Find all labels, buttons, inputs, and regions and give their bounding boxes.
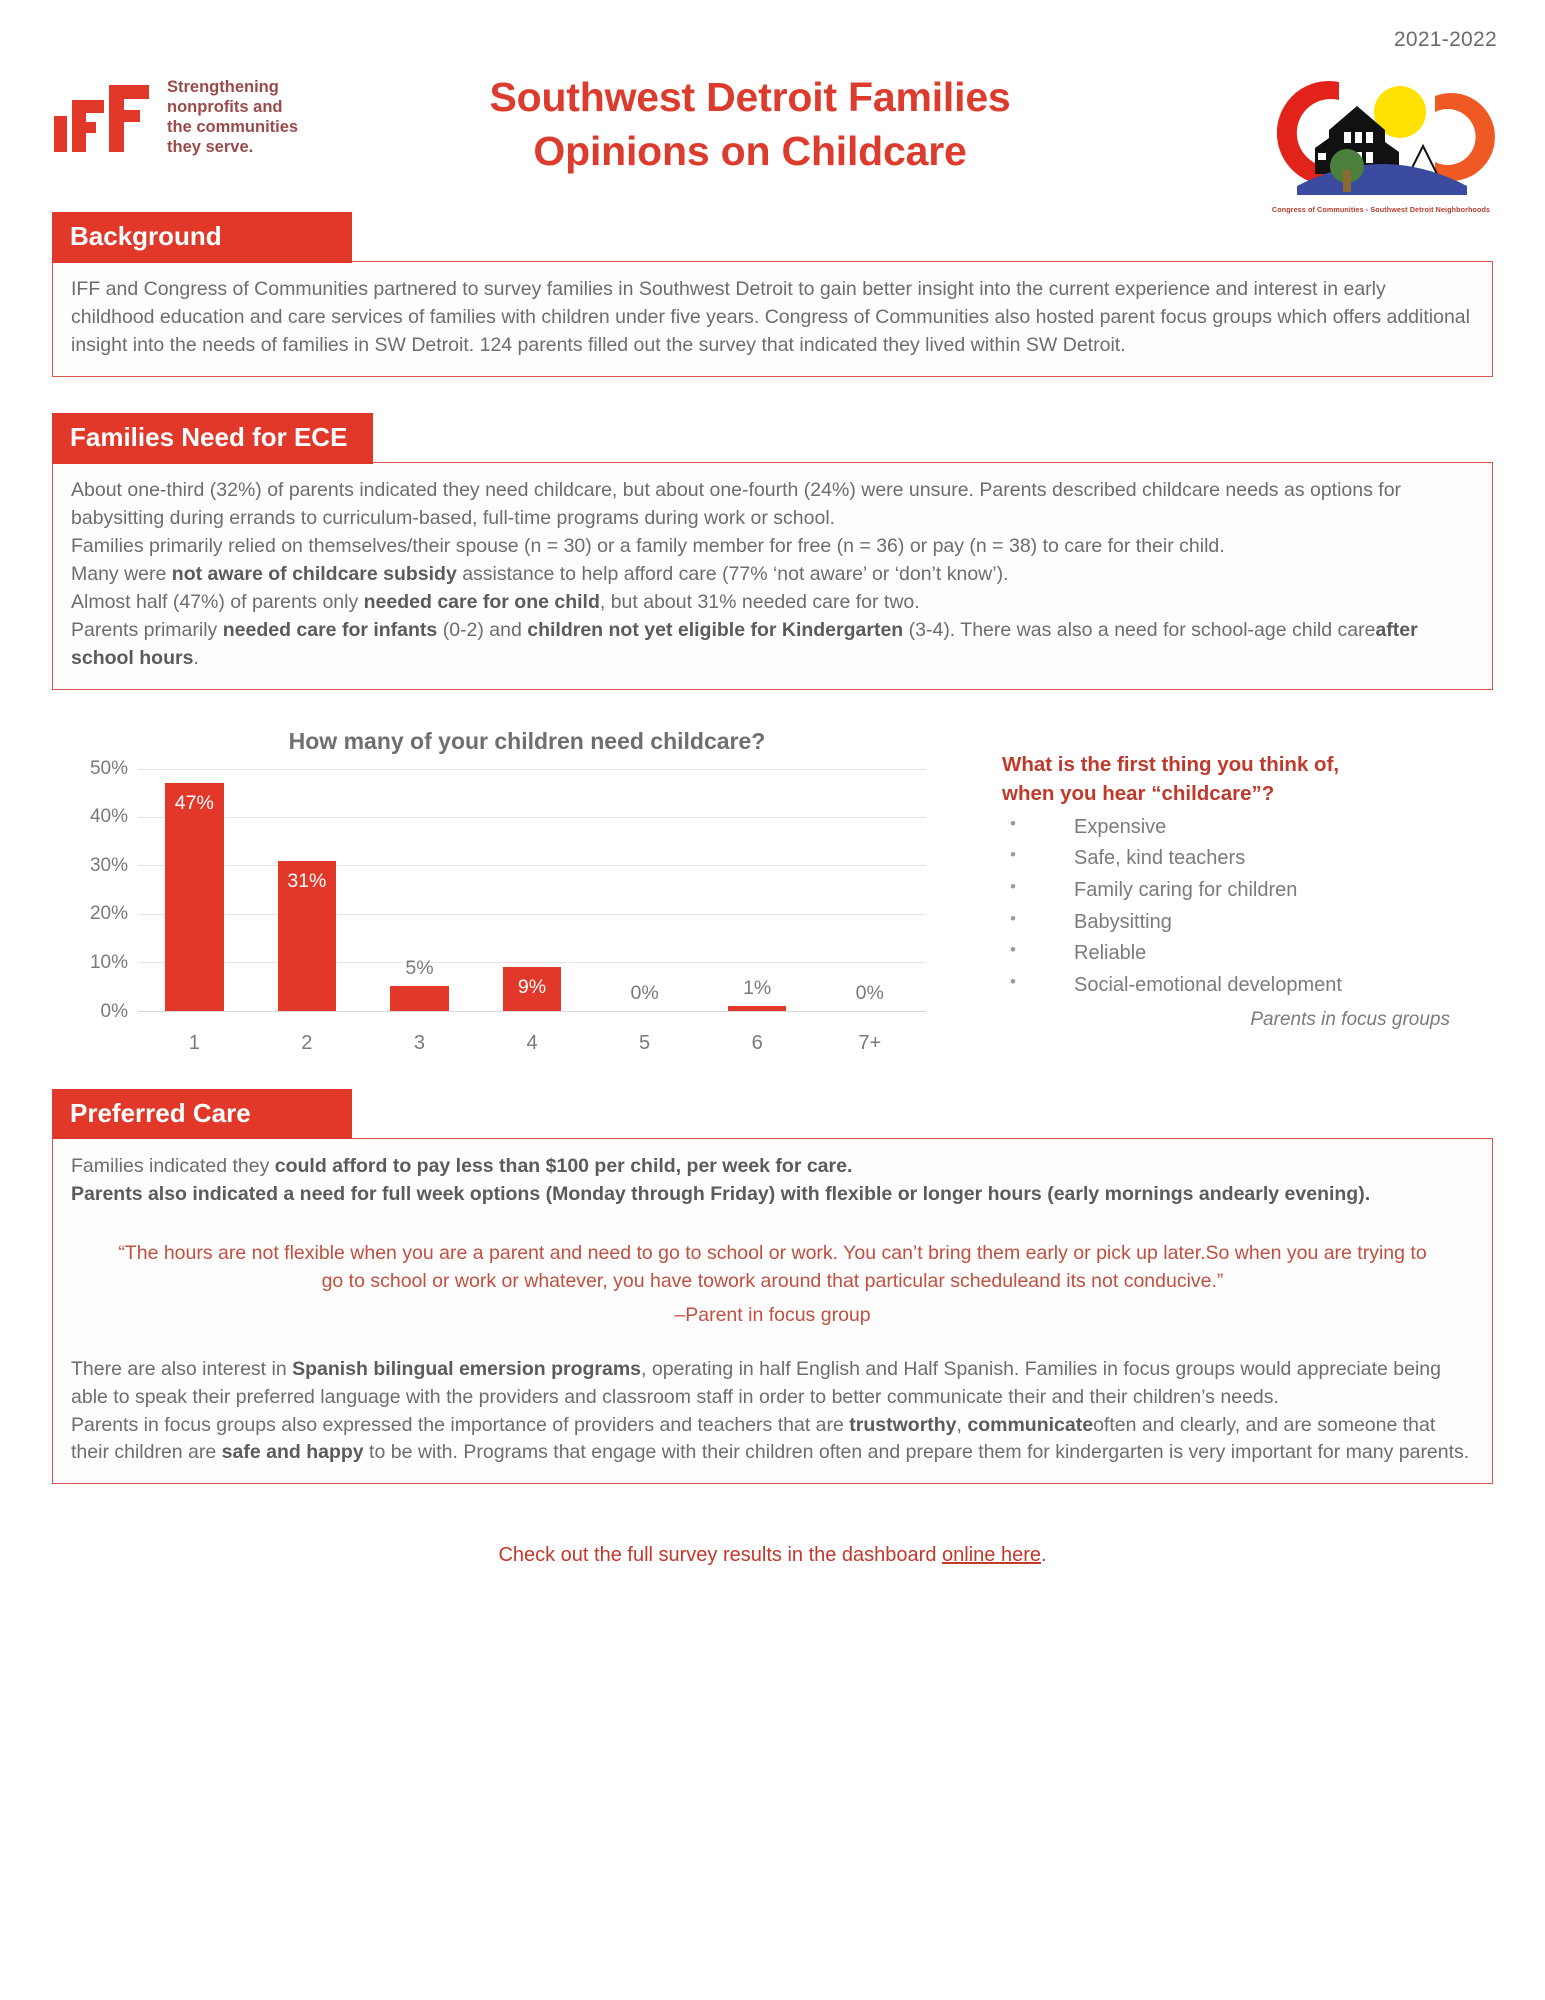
section-body-ece xyxy=(52,462,1493,689)
bar xyxy=(390,986,449,1010)
year-range: 2021-2022 xyxy=(1393,28,1497,51)
x-axis-tick: 7+ xyxy=(858,1031,882,1054)
preferred-para-4 xyxy=(71,1412,1474,1468)
preferred-line1-part-a: Families indicated they xyxy=(71,1154,275,1177)
bar-column xyxy=(701,769,814,1011)
y-axis-tick: 0% xyxy=(100,1000,128,1022)
bar-chart xyxy=(52,757,972,1059)
list-item: • Reliable xyxy=(1002,938,1452,970)
ece-line3-part-a: Many were xyxy=(71,563,172,586)
footer-text-after: . xyxy=(1040,1544,1047,1567)
preferred-para-3 xyxy=(71,1356,1474,1412)
ece-line4-part-a: Almost half (47%) of parents only xyxy=(71,590,364,613)
y-axis-tick: 30% xyxy=(89,854,128,876)
ece-line4-part-c: , but about 31% needed care for two. xyxy=(599,590,920,613)
section-heading-background: Background xyxy=(52,212,352,263)
pull-quote-attribution: –Parent in focus group xyxy=(674,1303,871,1326)
preferred-para4-bold-1: trustworthy xyxy=(849,1413,957,1436)
chart-bars xyxy=(138,769,926,1011)
chart-x-axis-labels xyxy=(138,1032,926,1055)
bar-value-label: 9% xyxy=(517,975,547,998)
section-heading-ece: Families Need for ECE xyxy=(52,413,373,464)
footer xyxy=(0,1544,1545,1567)
x-axis-tick: 4 xyxy=(526,1031,538,1054)
section-preferred-care xyxy=(52,1089,1493,1485)
ece-line5-part-e: (3-4). There was also a need for school-age child care xyxy=(903,618,1376,641)
ece-line-4 xyxy=(71,589,1474,617)
x-axis-tick: 5 xyxy=(639,1031,651,1054)
y-axis-tick: 20% xyxy=(89,903,128,925)
x-axis-tick: 3 xyxy=(413,1031,425,1054)
preferred-para4-bold-2: communicate xyxy=(967,1413,1094,1436)
page-title-line1: Southwest Detroit Families xyxy=(489,74,1011,120)
pull-quote: “The hours are not flexible when you are a parent and need to go to school or work. You can’t bring them early or pick up later.So when you are trying to go to school or work or whatever, you have towork around that particular scheduleand its not conducive.” xyxy=(118,1241,1427,1293)
preferred-para4-part-e: often and clearly, and are someone that their children are xyxy=(71,1413,1436,1464)
list-item: • Expensive xyxy=(1002,812,1452,844)
bar-column xyxy=(363,769,476,1011)
page-title-line2: Opinions on Childcare xyxy=(533,128,967,175)
spacer-2 xyxy=(0,1059,1545,1089)
y-axis-tick: 50% xyxy=(89,757,128,779)
chart-and-list-row xyxy=(52,712,1493,1059)
chart-title: How many of your children need childcare? xyxy=(288,727,766,754)
preferred-line-2 xyxy=(71,1181,1474,1209)
ece-line-5 xyxy=(71,617,1474,673)
ece-line4-bold: needed care for one child xyxy=(363,590,600,613)
page-title xyxy=(370,70,1130,178)
list-item: • Social-emotional development xyxy=(1002,970,1452,1002)
dashboard-link[interactable]: online here xyxy=(942,1544,1041,1567)
spacer-3 xyxy=(71,1334,1474,1356)
ece-line-1: About one-third (32%) of parents indicated they need childcare, but about one-fourth (24%) were unsure. Parents described childcare needs as options for babysitting during errands to curriculum-based, full-time programs during work or school. xyxy=(71,479,1402,530)
ece-line5-bold-2: children not yet eligible for Kindergarten xyxy=(527,618,904,641)
ece-line5-part-a: Parents primarily xyxy=(71,618,223,641)
bar-column xyxy=(251,769,364,1011)
list-item: • Safe, kind teachers xyxy=(1002,843,1452,875)
poster-header xyxy=(0,0,1545,212)
section-ece xyxy=(52,413,1493,690)
x-axis-tick: 2 xyxy=(301,1031,313,1054)
bar xyxy=(278,861,337,1011)
iff-logo xyxy=(52,78,342,158)
section-body-background xyxy=(52,261,1493,377)
bar-column xyxy=(588,769,701,1011)
ece-line5-part-c: (0-2) and xyxy=(437,618,528,641)
bar-value-label: 5% xyxy=(405,957,434,980)
focus-items-list xyxy=(1002,812,1452,1002)
ece-line-3 xyxy=(71,561,1474,589)
section-background xyxy=(52,212,1493,377)
bar xyxy=(503,967,562,1011)
focus-group-list xyxy=(972,712,1452,1032)
list-item: • Babysitting xyxy=(1002,907,1452,939)
section-heading-preferred: Preferred Care xyxy=(52,1089,352,1140)
preferred-para4-part-c: , xyxy=(956,1413,968,1436)
iff-tagline: Strengthening nonprofits and the communities they serve. xyxy=(167,78,299,156)
bar-value-label: 47% xyxy=(174,792,214,815)
focus-attribution: Parents in focus groups xyxy=(1250,1009,1450,1031)
gridline xyxy=(100,1000,926,1022)
preferred-para3-part-a: There are also interest in xyxy=(71,1357,293,1380)
y-axis-tick: 10% xyxy=(89,951,128,973)
bar xyxy=(165,783,224,1010)
bar xyxy=(728,1006,787,1011)
iff-logo-mark xyxy=(52,82,157,154)
bar-value-label: 1% xyxy=(743,976,772,999)
focus-question xyxy=(1002,750,1452,808)
background-text: IFF and Congress of Communities partnered to survey families in Southwest Detroit to gain better insight into the current experience and interest in early childhood education and care services of families with children under five years. Congress of Communities also hosted parent focus groups which offers additional insight into the needs of families in SW Detroit. 124 parents filled out the survey that indicated they lived within SW Detroit. xyxy=(71,278,1470,357)
preferred-line1-bold: could afford to pay less than $100 per child, per week for care. xyxy=(274,1154,853,1177)
focus-question-line2: when you hear “childcare”? xyxy=(1002,781,1275,805)
ece-line-2: Families primarily relied on themselves/their spouse (n = 30) or a family member for free (n = 36) or pay (n = 38) to care for their child. xyxy=(71,535,1225,558)
ece-line3-bold: not aware of childcare subsidy xyxy=(171,563,457,586)
x-axis-tick: 1 xyxy=(188,1031,200,1054)
ece-line3-part-c: assistance to help afford care (77% ‘not aware’ or ‘don’t know’). xyxy=(456,563,1009,586)
bar-value-label: 0% xyxy=(855,981,884,1004)
ece-line5-bold-3: after school hours xyxy=(71,618,1418,669)
preferred-para4-part-g: to be with. Programs that engage with their children often and prepare them for kindergarten is very important for many parents. xyxy=(363,1441,1470,1464)
preferred-para3-part-c: , operating in half English and Half Spanish. Families in focus groups would appreciate being able to speak their preferred language with the providers and classroom staff in order to better communicate their and their children’s needs. xyxy=(71,1357,1441,1408)
y-axis-tick: 40% xyxy=(89,806,128,828)
x-axis-tick: 6 xyxy=(751,1031,763,1054)
congress-of-communities-logo xyxy=(1267,70,1497,195)
chart-container xyxy=(52,712,972,1059)
bar-column xyxy=(138,769,251,1011)
chart-plot-area xyxy=(89,757,926,1022)
spacer xyxy=(0,377,1545,413)
preferred-line-1 xyxy=(71,1153,1474,1181)
bar-column xyxy=(813,769,926,1011)
ece-line5-part-g: . xyxy=(193,646,199,669)
bar-value-label: 0% xyxy=(630,981,659,1004)
logo-caption: Congress of Communities - Southwest Detroit Neighborhoods xyxy=(1271,205,1491,214)
footer-text-before: Check out the full survey results in the dashboard xyxy=(498,1544,943,1567)
preferred-para4-part-a: Parents in focus groups also expressed the importance of providers and teachers that are xyxy=(71,1413,850,1436)
list-item: • Family caring for children xyxy=(1002,875,1452,907)
section-body-preferred xyxy=(52,1138,1493,1484)
preferred-para4-bold-3: safe and happy xyxy=(221,1441,364,1464)
preferred-para3-bold: Spanish bilingual emersion programs xyxy=(292,1357,642,1380)
bar-column xyxy=(476,769,589,1011)
preferred-line2-bold: Parents also indicated a need for full week options (Monday through Friday) with flexible or longer hours (early mornings andearly evening). xyxy=(71,1182,1371,1205)
bar-value-label: 31% xyxy=(287,869,327,892)
ece-line5-bold-1: needed care for infants xyxy=(222,618,438,641)
focus-question-line1: What is the first thing you think of, xyxy=(1002,752,1340,776)
